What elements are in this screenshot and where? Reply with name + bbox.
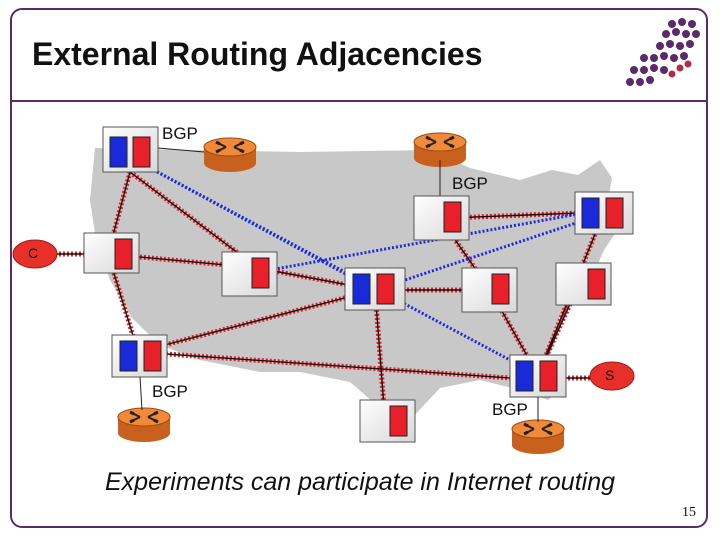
node-box-top-left [103,127,158,172]
bgp-label-bottom-right: BGP [492,400,528,419]
node-box-center [345,268,405,310]
router-icon [512,420,564,454]
node-box-east [556,263,611,305]
bgp-label-bottom-left: BGP [152,382,188,401]
router-icon [118,408,170,442]
node-box-midwest [462,268,517,312]
node-box-mountain [222,252,277,296]
client-label: C [28,245,39,261]
node-box-west [84,233,139,273]
node-box-northeast [575,192,633,234]
node-box-southeast [510,355,566,397]
server-label: S [605,367,615,383]
router-icon [204,138,256,172]
node-box-south [360,400,415,442]
node-box-southwest [112,335,167,377]
bgp-label-top-left: BGP [162,124,198,143]
node-box-north [414,196,469,240]
slide-title: External Routing Adjacencies [32,36,483,72]
slide-caption: Experiments can participate in Internet routing [105,468,615,496]
bgp-label-top-right: BGP [452,174,488,193]
page-number: 15 [682,505,696,520]
